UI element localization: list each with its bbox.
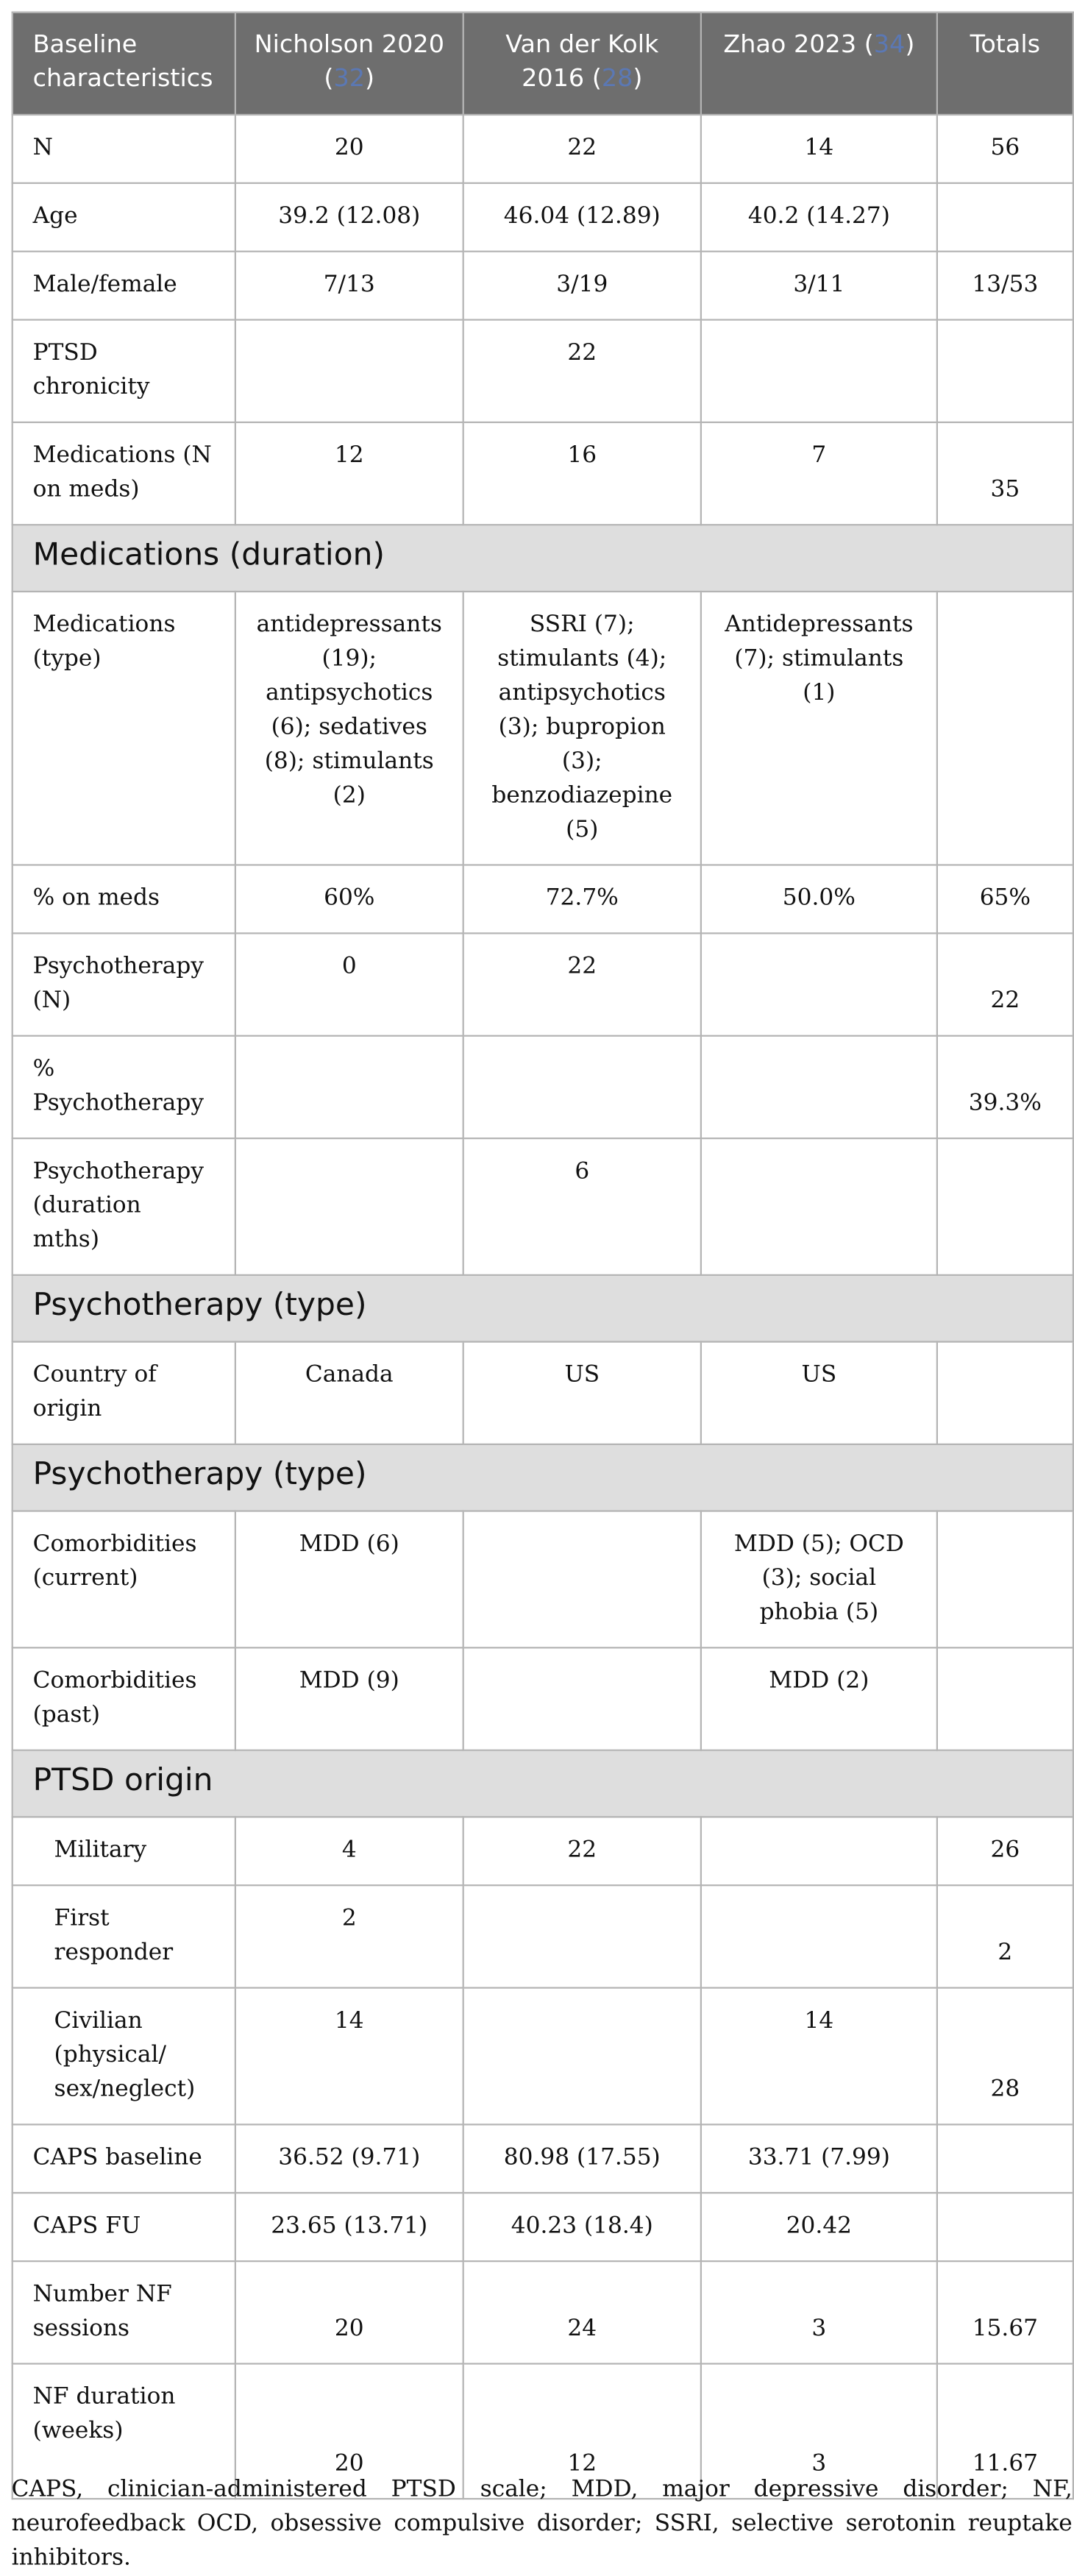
row-label: CAPS FU (13, 2193, 235, 2261)
cell-zhao: 40.2 (14.27) (701, 183, 937, 252)
header-zhao-text: Zhao 2023 ( (723, 29, 874, 59)
cell-totals: 2 (937, 1885, 1073, 1987)
cell-totals: 22 (937, 933, 1073, 1035)
table-footnote (12, 2474, 1073, 2576)
cell-nicholson: 60% (235, 865, 463, 934)
table-row (13, 115, 1073, 183)
cell-vanderkolk: 40.23 (18.4) (463, 2193, 701, 2261)
cell-vanderkolk: 80.98 (17.55) (463, 2124, 701, 2193)
section-heading: Psychotherapy (type) (13, 1444, 1073, 1511)
cell-totals: 39.3% (937, 1036, 1073, 1138)
ref-link-34[interactable]: 34 (873, 29, 906, 59)
cell-vanderkolk (463, 1885, 701, 1987)
cell-totals: 11.67 (937, 2363, 1073, 2499)
cell-zhao: 3/11 (701, 252, 937, 320)
cell-totals (937, 1511, 1073, 1648)
cell-totals (937, 2193, 1073, 2261)
cell-vanderkolk: US (463, 1342, 701, 1444)
header-nicholson (235, 13, 463, 115)
cell-vanderkolk (463, 1511, 701, 1648)
cell-nicholson: 36.52 (9.71) (235, 2124, 463, 2193)
cell-nicholson: MDD (9) (235, 1647, 463, 1750)
cell-nicholson: 7/13 (235, 252, 463, 320)
row-label: Comorbidities (current) (13, 1511, 235, 1648)
header-vanderkolk (463, 13, 701, 115)
cell-vanderkolk: 3/19 (463, 252, 701, 320)
table-row (13, 422, 1073, 525)
cell-vanderkolk: 24 (463, 2261, 701, 2363)
table-row (13, 1885, 1073, 1987)
cell-zhao: 3 (701, 2261, 937, 2363)
row-label: N (13, 115, 235, 183)
row-label: Medications (type) (13, 592, 235, 865)
cell-zhao: 50.0% (701, 865, 937, 934)
cell-totals (937, 320, 1073, 422)
ref-link-32[interactable]: 32 (333, 63, 366, 93)
header-totals: Totals (937, 13, 1073, 115)
cell-zhao: 14 (701, 115, 937, 183)
cell-nicholson (235, 1036, 463, 1138)
cell-totals: 35 (937, 422, 1073, 525)
header-close-paren: ) (905, 29, 915, 59)
header-zhao (701, 13, 937, 115)
table-row (13, 183, 1073, 252)
cell-zhao (701, 1817, 937, 1885)
table-row (13, 2261, 1073, 2363)
table-row (13, 2193, 1073, 2261)
section-row (13, 1275, 1073, 1342)
row-label: Age (13, 183, 235, 252)
cell-zhao: 33.71 (7.99) (701, 2124, 937, 2193)
cell-totals (937, 183, 1073, 252)
row-label: Male/female (13, 252, 235, 320)
cell-nicholson: antidepressants (19); antipsychotics (6); sedatives (8); stimulants (2) (235, 592, 463, 865)
cell-vanderkolk: 22 (463, 933, 701, 1035)
cell-zhao: US (701, 1342, 937, 1444)
cell-zhao: Antidepressants (7); stimulants (1) (701, 592, 937, 865)
cell-zhao: MDD (2) (701, 1647, 937, 1750)
row-label: Number NF sessions (13, 2261, 235, 2363)
row-label: Comorbidities (past) (13, 1647, 235, 1750)
header-close-paren: ) (365, 63, 375, 93)
cell-zhao: 14 (701, 1988, 937, 2125)
header-baseline: Baseline characteristics (13, 13, 235, 115)
row-label: Psychotherapy (duration mths) (13, 1138, 235, 1275)
table-row (13, 252, 1073, 320)
cell-nicholson: 2 (235, 1885, 463, 1987)
table-row (13, 592, 1073, 865)
cell-vanderkolk: 6 (463, 1138, 701, 1275)
table-row (13, 933, 1073, 1035)
table-row (13, 2124, 1073, 2193)
cell-totals: 65% (937, 865, 1073, 934)
cell-zhao (701, 1138, 937, 1275)
cell-vanderkolk: 22 (463, 320, 701, 422)
table-row (13, 1817, 1073, 1885)
cell-totals: 15.67 (937, 2261, 1073, 2363)
cell-zhao: MDD (5); OCD (3); social phobia (5) (701, 1511, 937, 1648)
ref-link-28[interactable]: 28 (601, 63, 633, 93)
section-heading: Medications (duration) (13, 525, 1073, 592)
cell-nicholson: 0 (235, 933, 463, 1035)
cell-vanderkolk: SSRI (7); stimulants (4); antipsychotics (3); bupropion (3); benzodiazepine (5) (463, 592, 701, 865)
table-header-row (13, 13, 1073, 115)
cell-zhao (701, 1885, 937, 1987)
row-label: PTSD chronicity (13, 320, 235, 422)
cell-nicholson: 20 (235, 115, 463, 183)
table-row (13, 1511, 1073, 1648)
cell-vanderkolk: 22 (463, 1817, 701, 1885)
cell-vanderkolk: 46.04 (12.89) (463, 183, 701, 252)
section-heading: PTSD origin (13, 1750, 1073, 1817)
table-row (13, 865, 1073, 934)
section-row (13, 1750, 1073, 1817)
cell-zhao (701, 933, 937, 1035)
cell-nicholson: 23.65 (13.71) (235, 2193, 463, 2261)
cell-nicholson (235, 320, 463, 422)
row-label: NF duration (weeks) (13, 2363, 235, 2499)
cell-totals (937, 1647, 1073, 1750)
header-close-paren: ) (633, 63, 643, 93)
row-label: Country of origin (13, 1342, 235, 1444)
section-heading: Psychotherapy (type) (13, 1275, 1073, 1342)
cell-nicholson (235, 1138, 463, 1275)
cell-nicholson: 4 (235, 1817, 463, 1885)
header-vanderkolk-text: Van der Kolk 2016 ( (505, 29, 659, 93)
cell-totals (937, 2124, 1073, 2193)
table-row (13, 1138, 1073, 1275)
cell-totals: 26 (937, 1817, 1073, 1885)
row-label: CAPS baseline (13, 2124, 235, 2193)
cell-totals: 28 (937, 1988, 1073, 2125)
cell-totals (937, 1342, 1073, 1444)
row-label: % Psychotherapy (13, 1036, 235, 1138)
header-nicholson-text: Nicholson 2020 ( (254, 29, 444, 93)
cell-totals: 56 (937, 115, 1073, 183)
cell-vanderkolk: 22 (463, 115, 701, 183)
row-label: Medications (N on meds) (13, 422, 235, 525)
cell-nicholson: 20 (235, 2363, 463, 2499)
cell-nicholson: Canada (235, 1342, 463, 1444)
row-label: Psychotherapy (N) (13, 933, 235, 1035)
row-label: First responder (13, 1885, 235, 1987)
table-row (13, 1647, 1073, 1750)
footnote-text: CAPS, clinician-administered PTSD scale; MDD, major depressive disorder; NF, neurofeedback OCD, obsessive compulsive disorder; SSRI, selective serotonin reuptake inhibitors. (11, 2477, 1073, 2572)
row-label: Military (13, 1817, 235, 1885)
row-label: % on meds (13, 865, 235, 934)
table-row (13, 1036, 1073, 1138)
row-label: Civilian (physical/ sex/neglect) (13, 1988, 235, 2125)
cell-vanderkolk (463, 1988, 701, 2125)
cell-vanderkolk: 16 (463, 422, 701, 525)
cell-zhao: 7 (701, 422, 937, 525)
cell-zhao (701, 1036, 937, 1138)
cell-vanderkolk: 72.7% (463, 865, 701, 934)
cell-totals: 13/53 (937, 252, 1073, 320)
cell-totals (937, 592, 1073, 865)
table-row (13, 1988, 1073, 2125)
cell-vanderkolk: 12 (463, 2363, 701, 2499)
cell-vanderkolk (463, 1647, 701, 1750)
baseline-characteristics-table (12, 11, 1074, 2499)
section-row (13, 1444, 1073, 1511)
cell-nicholson: 14 (235, 1988, 463, 2125)
cell-vanderkolk (463, 1036, 701, 1138)
cell-nicholson: 12 (235, 422, 463, 525)
cell-nicholson: 39.2 (12.08) (235, 183, 463, 252)
cell-zhao (701, 320, 937, 422)
cell-zhao: 3 (701, 2363, 937, 2499)
cell-nicholson: 20 (235, 2261, 463, 2363)
cell-totals (937, 1138, 1073, 1275)
table-row (13, 320, 1073, 422)
cell-zhao: 20.42 (701, 2193, 937, 2261)
cell-nicholson: MDD (6) (235, 1511, 463, 1648)
section-row (13, 525, 1073, 592)
table-row (13, 1342, 1073, 1444)
